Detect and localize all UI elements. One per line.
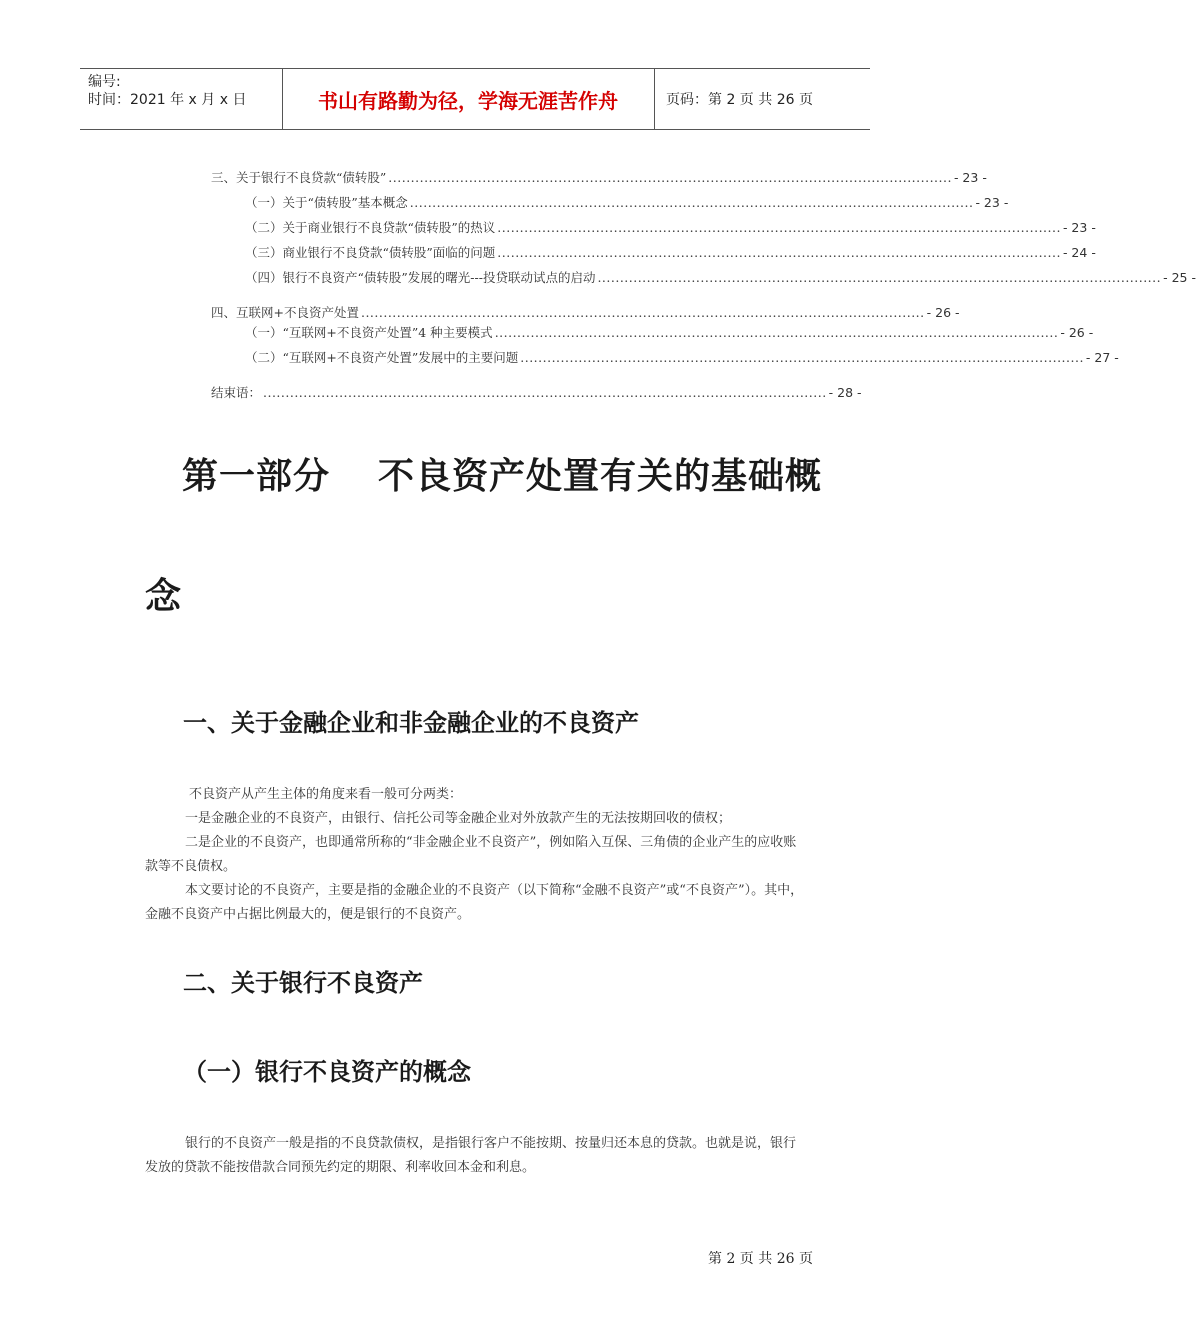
section1-heading: 一、关于金融企业和非金融企业的不良资产 — [183, 709, 639, 737]
toc-item-page: - 25 - — [1163, 270, 1196, 285]
part-title-line2: 念 — [145, 576, 182, 617]
toc-item-text: 三、关于银行不良贷款“债转股” — [211, 170, 387, 185]
part-label: 第一部分 — [182, 456, 331, 497]
header-page-info: 页码：第 2 页 共 26 页 — [666, 92, 813, 108]
toc-item-page: - 28 - — [828, 385, 862, 400]
toc-item[interactable] — [245, 193, 1009, 213]
section1-paragraph: 一是金融企业的不良资产，由银行、信托公司等金融企业对外放款产生的无法按期回收的债权； — [185, 811, 732, 826]
toc-item[interactable] — [211, 303, 960, 323]
toc-leader: .............................................................................................................................. — [360, 305, 925, 320]
part-title — [182, 448, 822, 499]
number-label: 编号: — [88, 74, 121, 90]
toc-item-page: - 27 - — [1085, 350, 1119, 365]
toc-item[interactable] — [211, 383, 862, 403]
toc-item-page: - 23 - — [953, 170, 987, 185]
part-title-line1: 不良资产处置有关的基础概 — [378, 456, 823, 497]
toc-item-text: （一）“互联网+不良资产处置”4 种主要模式 — [245, 325, 493, 340]
toc-item-page: - 26 - — [926, 305, 960, 320]
toc-item-text: （三）商业银行不良贷款“债转股”面临的问题 — [245, 245, 496, 260]
header-left-cell — [80, 69, 283, 129]
page-header — [80, 68, 870, 130]
toc-item-page: - 23 - — [975, 195, 1009, 210]
section2-body — [145, 1132, 807, 1180]
toc-item[interactable] — [245, 323, 1094, 343]
header-motto: 书山有路勤为径，学海无涯苦作舟 — [282, 69, 655, 129]
toc-item[interactable] — [245, 348, 1119, 368]
section1-paragraph: 不良资产从产生主体的角度来看一般可分两类： — [189, 787, 463, 802]
section1-body — [145, 783, 807, 927]
section1-paragraph: 二是企业的不良资产，也即通常所称的“非金融企业不良资产”，例如陷入互保、三角债的企业产生的应收账款等不良债权。 — [145, 835, 797, 874]
toc-item-text: （一）关于“债转股”基本概念 — [245, 195, 408, 210]
toc-item-page: - 26 - — [1060, 325, 1094, 340]
toc-item-text: （四）银行不良资产“债转股”发展的曙光---投贷联动试点的启动 — [245, 270, 596, 285]
toc-item[interactable] — [245, 218, 1096, 238]
toc-leader: .............................................................................................................................. — [497, 220, 1061, 235]
toc-item[interactable] — [211, 168, 987, 188]
section2-subheading: （一）银行不良资产的概念 — [183, 1058, 471, 1086]
time-label: 时间：2021 年 x 月 x 日 — [88, 92, 247, 108]
toc-leader: .............................................................................................................................. — [597, 270, 1162, 285]
toc-item-text: （二）关于商业银行不良贷款“债转股”的热议 — [245, 220, 496, 235]
toc-item[interactable] — [245, 268, 1196, 288]
section2-heading: 二、关于银行不良资产 — [183, 969, 423, 997]
page-footer: 第 2 页 共 26 页 — [708, 1251, 813, 1267]
section2-paragraph: 银行的不良资产一般是指的不良贷款债权，是指银行客户不能按期、按量归还本息的贷款。也就是说，银行发放的贷款不能按借款合同预先约定的期限、利率收回本金和利息。 — [145, 1136, 797, 1175]
toc-item-page: - 23 - — [1062, 220, 1096, 235]
toc-leader: .............................................................................................................................. — [263, 385, 827, 400]
toc-item-page: - 24 - — [1062, 245, 1096, 260]
toc-item-text: 四、互联网+不良资产处置 — [211, 305, 359, 320]
section1-paragraph: 本文要讨论的不良资产，主要是指的金融企业的不良资产（以下简称“金融不良资产”或“不良资产”）。其中，金融不良资产中占据比例最大的，便是银行的不良资产。 — [145, 883, 804, 922]
toc-item[interactable] — [245, 243, 1096, 263]
toc-leader: .............................................................................................................................. — [497, 245, 1061, 260]
toc-item-text: （二）“互联网+不良资产处置”发展中的主要问题 — [245, 350, 519, 365]
toc-leader: .............................................................................................................................. — [520, 350, 1084, 365]
toc-leader: .............................................................................................................................. — [388, 170, 952, 185]
toc-leader: .............................................................................................................................. — [409, 195, 974, 210]
toc-leader: .............................................................................................................................. — [494, 325, 1059, 340]
toc-item-text: 结束语： — [211, 385, 262, 400]
